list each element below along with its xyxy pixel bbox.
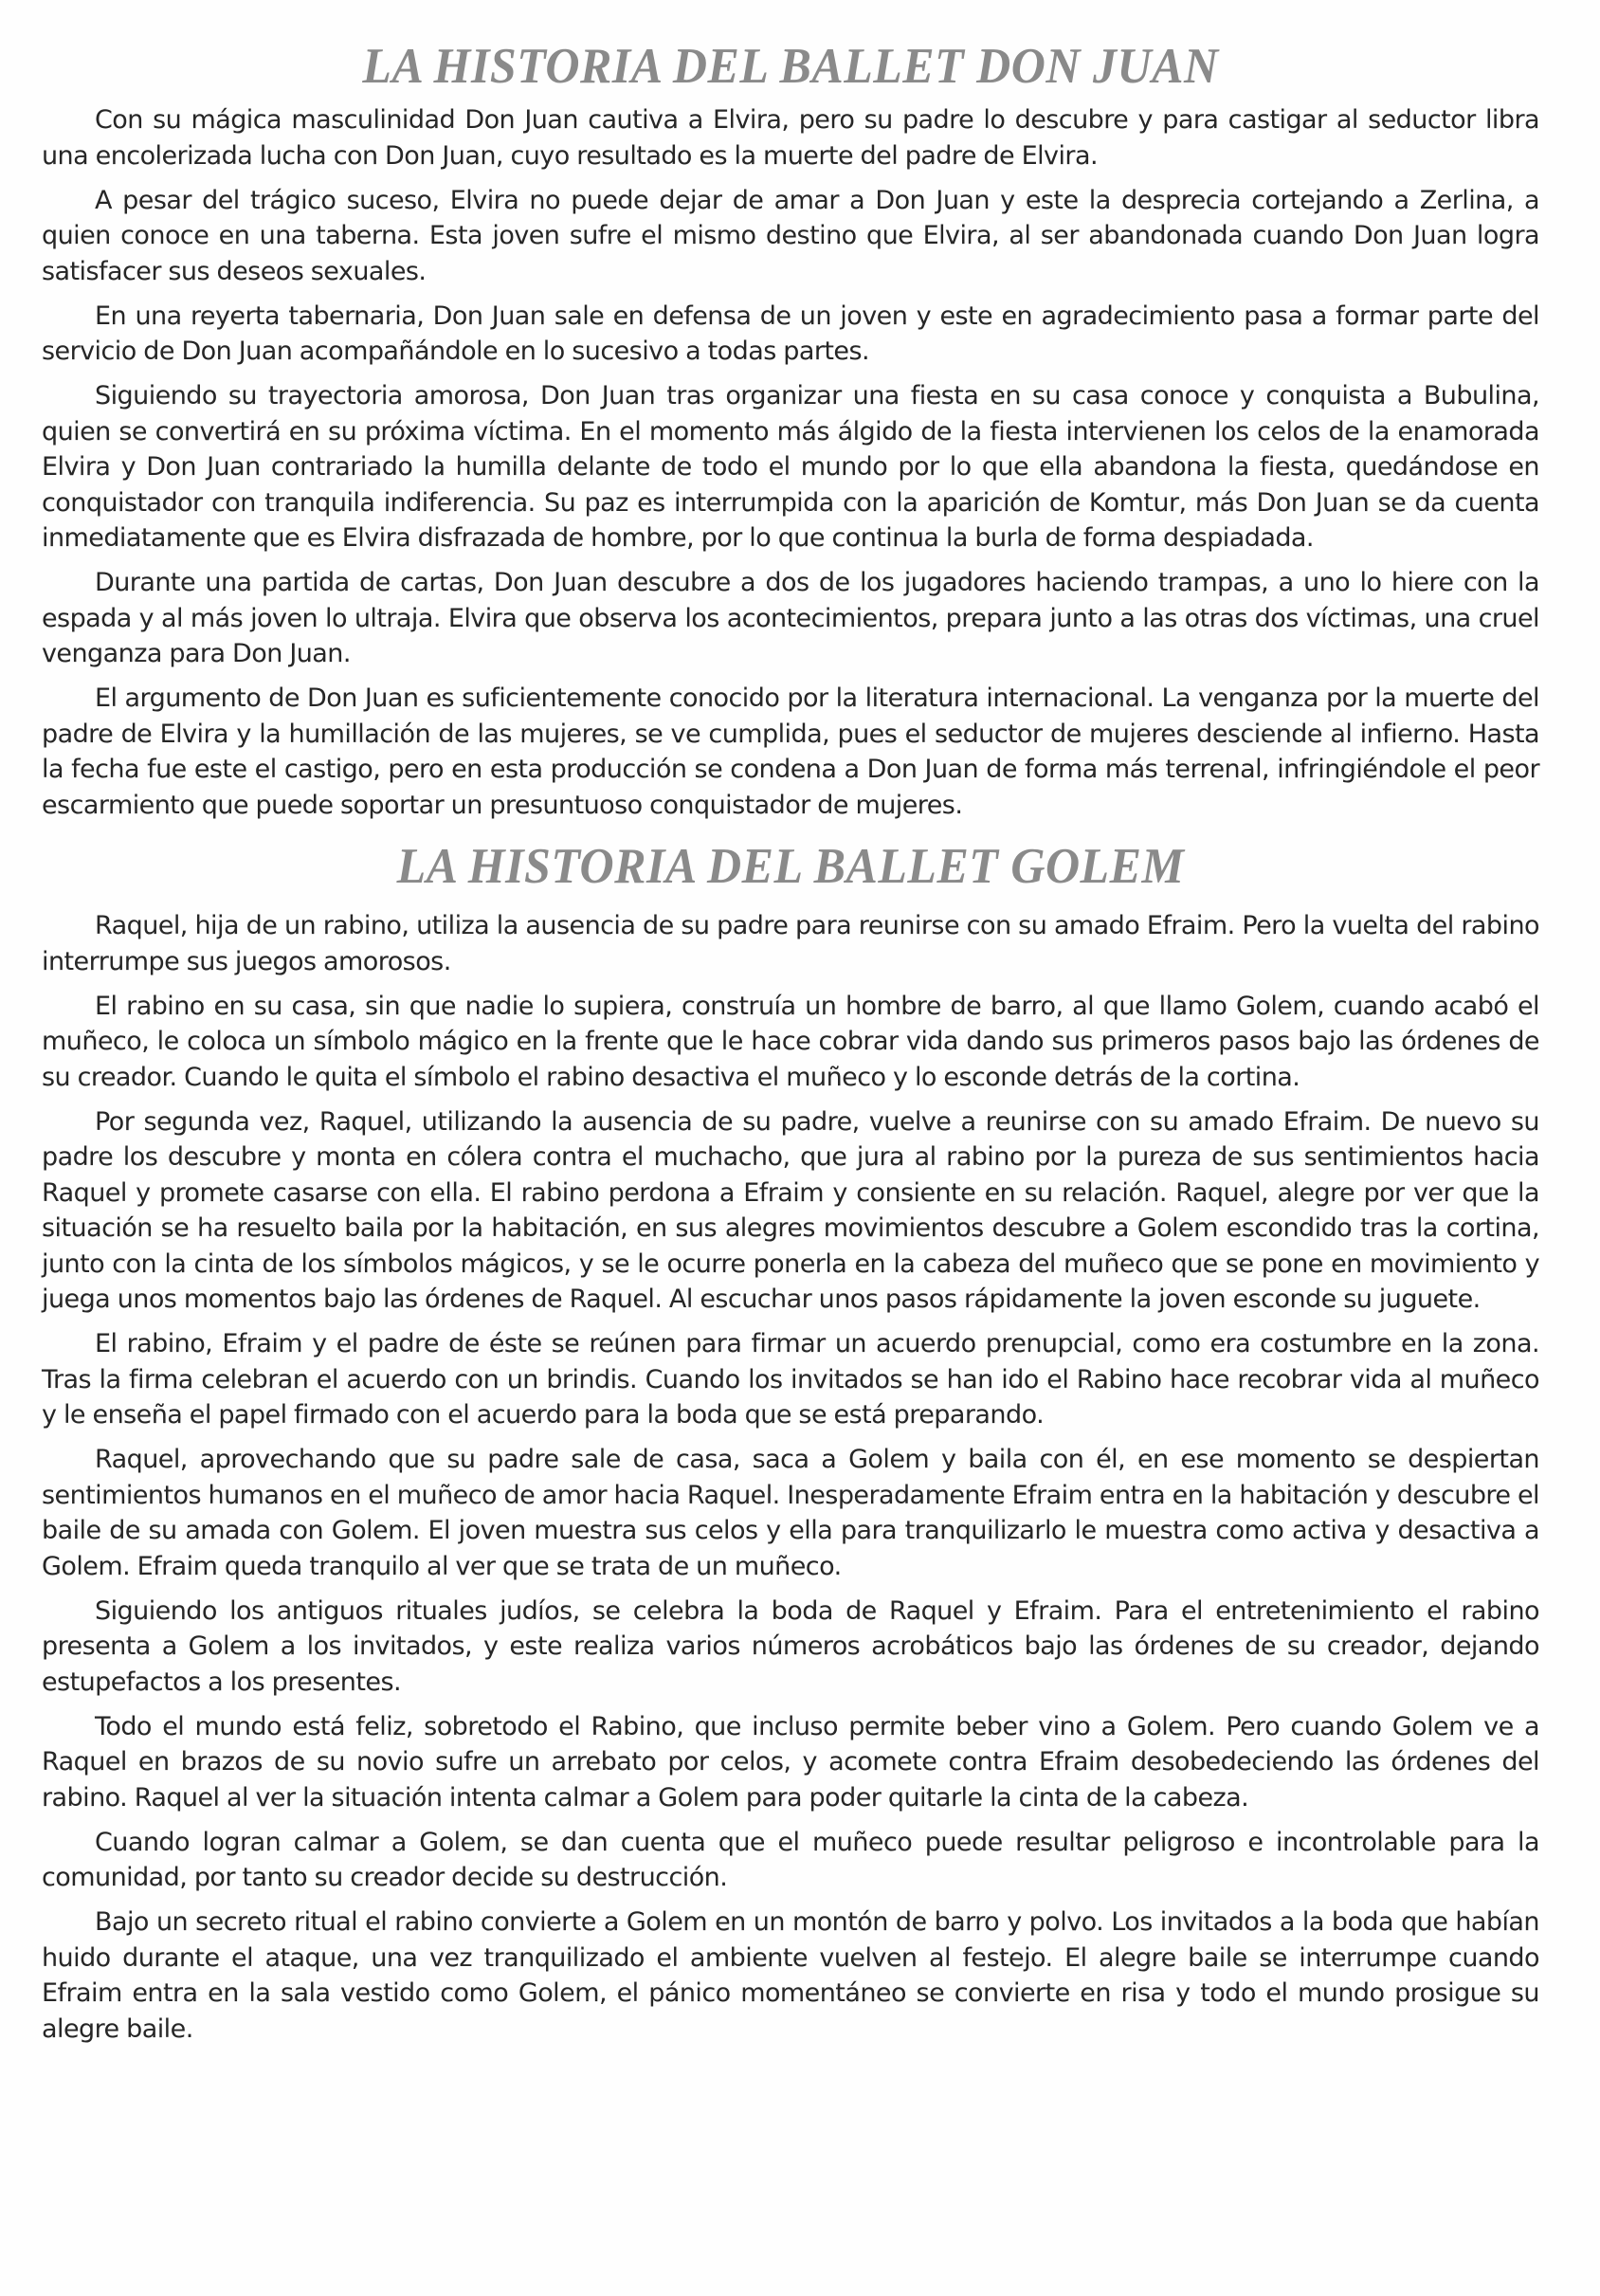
page-content: [42, 36, 1539, 2056]
paragraph: Raquel, aprovechando que su padre sale de casa, saca a Golem y baila con él, en ese momento se despiertan sentimientos humanos en el muñeco de amor hacia Raquel. Inesperadamente Efraim entra en la habitación y descubre el baile de su amada con Golem. El joven muestra sus celos y ella para tranquilizarlo le muestra como activa y desactiva a Golem. Efraim queda tranquilo al ver que se trata de un muñeco.: [42, 1445, 1539, 1581]
paragraph: Con su mágica masculinidad Don Juan cautiva a Elvira, pero su padre lo descubre y para castigar al seductor libra una encolerizada lucha con Don Juan, cuyo resultado es la muerte del padre de Elvira.: [42, 105, 1539, 171]
paragraph: A pesar del trágico suceso, Elvira no puede dejar de amar a Don Juan y este la desprecia cortejando a Zerlina, a quien conoce en una taberna. Esta joven sufre el mismo destino que Elvira, al ser abandonada cuando Don Juan logra satisfacer sus deseos sexuales.: [42, 185, 1539, 286]
section-title-don-juan: LA HISTORIA DEL BALLET DON JUAN: [362, 37, 1219, 94]
paragraph: Todo el mundo está feliz, sobretodo el Rabino, que incluso permite beber vino a Golem. Pero cuando Golem ve a Raquel en brazos de su novio sufre un arrebato por celos, y acomete contra Efraim desobedeciendo las órdenes del rabino. Raquel al ver la situación intenta calmar a Golem para poder quitarle la cinta de la cabeza.: [42, 1711, 1539, 1813]
paragraph: Raquel, hija de un rabino, utiliza la ausencia de su padre para reunirse con su amado Efraim. Pero la vuelta del rabino interrumpe sus juegos amorosos.: [42, 911, 1539, 976]
paragraph: El rabino en su casa, sin que nadie lo supiera, construía un hombre de barro, al que llamo Golem, cuando acabó el muñeco, le coloca un símbolo mágico en la frente que le hace cobrar vida dando sus primeros pasos bajo las órdenes de su creador. Cuando le quita el símbolo el rabino desactiva el muñeco y lo esconde detrás de la cortina.: [42, 991, 1539, 1092]
section-title-golem: LA HISTORIA DEL BALLET GOLEM: [396, 837, 1185, 894]
paragraph: Durante una partida de cartas, Don Juan descubre a dos de los jugadores haciendo trampas, a uno lo hiere con la espada y al más joven lo ultraja. Elvira que observa los acontecimientos, prepara junto a las otras dos víctimas, una cruel venganza para Don Juan.: [42, 568, 1539, 668]
paragraph: Siguiendo su trayectoria amorosa, Don Juan tras organizar una fiesta en su casa conoce y conquista a Bubulina, quien se convertirá en su próxima víctima. En el momento más álgido de la fiesta intervienen los celos de la enamorada Elvira y Don Juan contrariado la humilla delante de todo el mundo por lo que ella abandona la fiesta, quedándose en conquistador con tranquila indiferencia. Su paz es interrumpida con la aparición de Komtur, más Don Juan se da cuenta inmediatamente que es Elvira disfrazada de hombre, por lo que continua la burla de forma despiadada.: [42, 381, 1539, 553]
paragraph: El rabino, Efraim y el padre de éste se reúnen para firmar un acuerdo prenupcial, como era costumbre en la zona. Tras la firma celebran el acuerdo con un brindis. Cuando los invitados se han ido el Rabino hace recobrar vida al muñeco y le enseña el papel firmado con el acuerdo para la boda que se está preparando.: [42, 1329, 1539, 1430]
paragraph: Cuando logran calmar a Golem, se dan cuenta que el muñeco puede resultar peligroso e incontrolable para la comunidad, por tanto su creador decide su destrucción.: [42, 1827, 1539, 1892]
paragraph: Por segunda vez, Raquel, utilizando la ausencia de su padre, vuelve a reunirse con su amado Efraim. De nuevo su padre los descubre y monta en cólera contra el muchacho, que jura al rabino por la pureza de sus sentimientos hacia Raquel y promete casarse con ella. El rabino perdona a Efraim y consiente en su relación. Raquel, alegre por ver que la situación se ha resuelto baila por la habitación, en sus alegres movimientos descubre a Golem escondido tras la cortina, junto con la cinta de los símbolos mágicos, y se le ocurre ponerla en la cabeza del muñeco que se pone en movimiento y juega unos momentos bajo las órdenes de Raquel. Al escuchar unos pasos rápidamente la joven esconde su juguete.: [42, 1106, 1539, 1314]
paragraph: Bajo un secreto ritual el rabino convierte a Golem en un montón de barro y polvo. Los invitados a la boda que habían huido durante el ataque, una vez tranquilizado el ambiente vuelven al festejo. El alegre baile se interrumpe cuando Efraim entra en la sala vestido como Golem, el pánico momentáneo se convierte en risa y todo el mundo prosigue su alegre baile.: [42, 1907, 1539, 2044]
paragraph: El argumento de Don Juan es suficientemente conocido por la literatura internacional. La venganza por la muerte del padre de Elvira y la humillación de las mujeres, se ve cumplida, pues el seductor de mujeres desciende al infierno. Hasta la fecha fue este el castigo, pero en esta producción se condena a Don Juan de forma más terrenal, infringiéndole el peor escarmiento que puede soportar un presuntuoso conquistador de mujeres.: [42, 683, 1539, 820]
paragraph: Siguiendo los antiguos rituales judíos, se celebra la boda de Raquel y Efraim. Para el entretenimiento el rabino presenta a Golem a los invitados, y este realiza varios números acrobáticos bajo las órdenes de su creador, dejando estupefactos a los presentes.: [42, 1595, 1539, 1697]
paragraph: En una reyerta tabernaria, Don Juan sale en defensa de un joven y este en agradecimiento pasa a formar parte del servicio de Don Juan acompañándole en lo sucesivo a todas partes.: [42, 301, 1539, 366]
